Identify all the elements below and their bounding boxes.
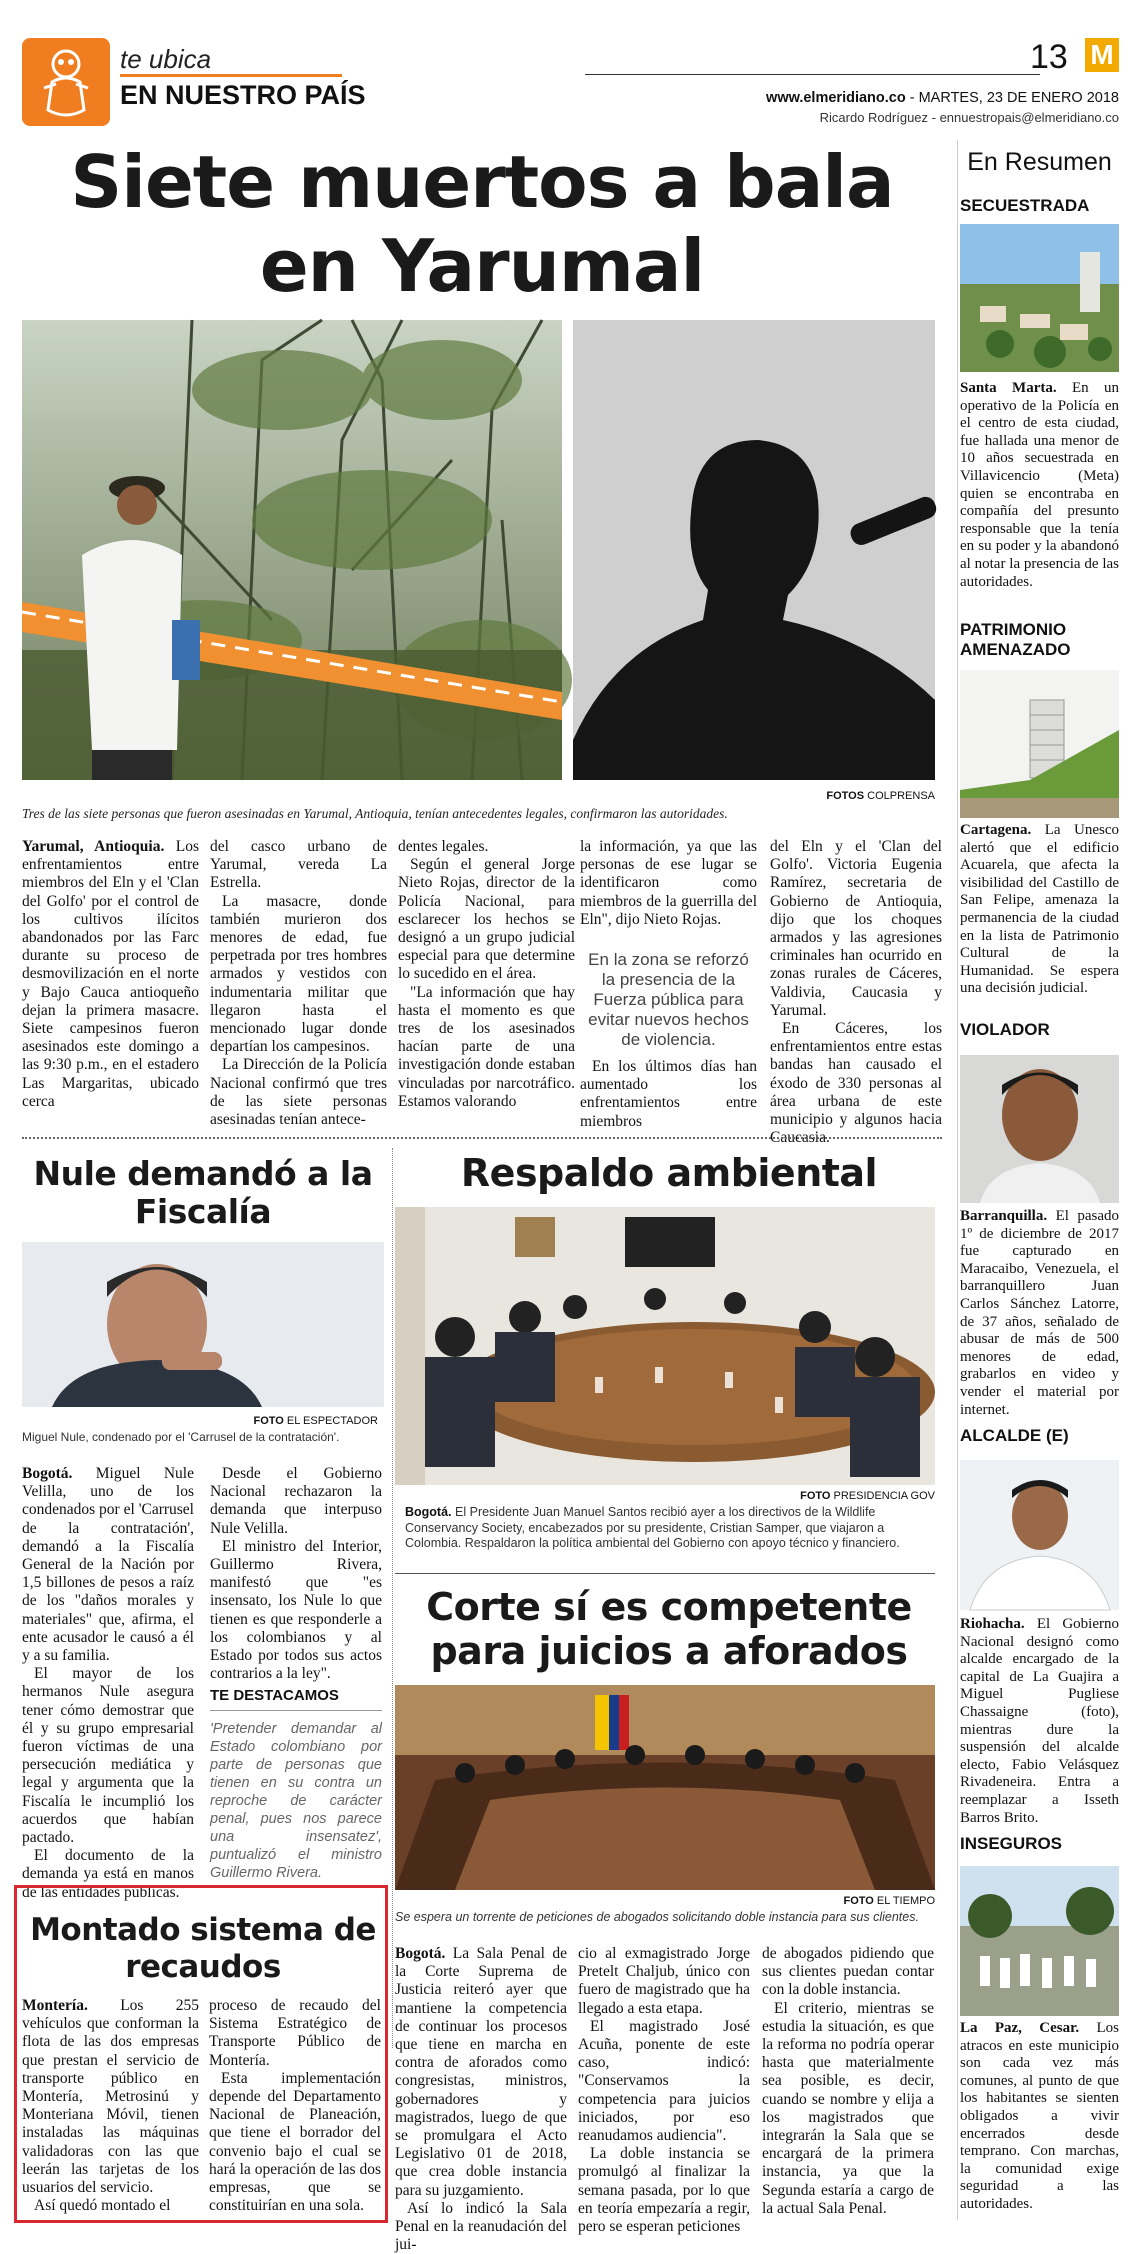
- sidebar-title: En Resumen: [967, 148, 1112, 176]
- section-divider: [22, 1137, 942, 1139]
- sidebar-item-place: Santa Marta.: [960, 380, 1057, 396]
- main-headline: Siete muertos a bala en Yarumal: [70, 140, 894, 308]
- story-paragraph: En Cáceres, los enfrentamientos entre estas bandas han causado el éxodo de 330 personas al área urbana de este municipio y algunos hacia Caucasia.: [770, 1020, 942, 1147]
- sidebar-item-text: [960, 2020, 1119, 2214]
- story-text: Los enfrentamientos entre miembros del Eln y el 'Clan del Golfo' por el control de los cultivos ilícitos abandonados por las Farc durante su proceso de desmovilización en el norte y Bajo Cauca antioqueño dejan la primera masacre. Siete campesinos fueron asesinados este domingo a las 9:30 p.m., en el estadero Las Margaritas, ubicado cerca: [22, 838, 200, 1110]
- sidebar-item-kicker: ALCALDE (E): [960, 1426, 1069, 1445]
- credit-label: FOTO: [800, 1490, 831, 1502]
- story-paragraph: El mayor de los hermanos Nule asegura tener cómo demostrar que él y su grupo empresarial fueron víctimas de una persecución mediática y legal y argumenta que la Fiscalía le incumplió los acuerdos que habían pactado.: [22, 1665, 194, 1847]
- story-paragraph: El magistrado José Acuña, ponente de este caso, indicó: "Conservamos la competencia para juicios iniciados, por eso reanudamos audiencia".: [578, 2017, 750, 2145]
- corte-caption: Se espera un torrente de peticiones de abogados solicitando doble instancia para sus clientes.: [395, 1910, 919, 1924]
- story-paragraph: Así quedó montado el: [34, 2197, 171, 2215]
- story-paragraph: Así lo indicó la Sala Penal en la reanudación del jui-: [395, 2199, 567, 2254]
- site-url: www.elmeridiano.co: [766, 90, 906, 106]
- header-rule: [585, 74, 1040, 75]
- highlight-rule: [210, 1710, 382, 1711]
- story-paragraph: El criterio, mientras se estudia la situación, es que la reforma no podría operar hasta que materialmente sea posible, es decir, cuando se nombre y elija a los magistrados que integrarán la Sala que se encargará de la primera instancia, ya que la Segunda estaría a cargo de la actual Sala Penal.: [762, 1999, 934, 2217]
- page-number: 13: [1030, 38, 1068, 76]
- corte-photo-credit: [844, 1895, 936, 1907]
- story-paragraph: Desde el Gobierno Nacional rechazaron la demanda que interpuso Nule Velilla.: [210, 1465, 382, 1537]
- credit-label: FOTOS: [826, 790, 865, 802]
- section-rule: [120, 74, 342, 77]
- story-paragraph: proceso de recaudo del Sistema Estratégico de Transporte Público de Montería.: [209, 1997, 381, 2069]
- respaldo-headline: Respaldo ambiental: [460, 1151, 878, 1195]
- section-divider: [395, 1573, 935, 1574]
- sidebar-item-place: Riohacha.: [960, 1616, 1025, 1632]
- section-kicker: te ubica: [120, 44, 212, 74]
- credit-source: EL TIEMPO: [876, 1895, 935, 1907]
- main-story-column-4: [580, 838, 757, 929]
- column-divider: [392, 1148, 393, 2048]
- sidebar-item-text: [960, 380, 1119, 591]
- cartagena-photo: [960, 670, 1119, 818]
- brand-logo: M: [1085, 38, 1119, 72]
- santa-marta-photo: [960, 224, 1119, 372]
- main-story-column-2: [210, 838, 387, 1129]
- recaudo-story-column-2: [209, 1997, 381, 2215]
- nule-photo-caption: Miguel Nule, condenado por el 'Carrusel de la contratación'.: [22, 1430, 340, 1444]
- respaldo-caption: [405, 1505, 935, 1552]
- story-text: La Sala Penal de la Corte Suprema de Justicia reiteró ayer que mantiene la competencia de continuar los procesos que tiene en marcha en contra de aforados como congresistas, ministros, gobernadores y magistrados, luego de que se promulgara el Acto Legislativo 01 de 2018, que crea doble instancia para su juzgamiento.: [395, 1945, 568, 2199]
- person-pin-icon: [22, 38, 110, 126]
- story-paragraph: La doble instancia se promulgó al finalizar la semana pasada, por lo que en teoría empezaría a regir, pero se esperan peticiones: [578, 2145, 750, 2236]
- story-dateline: Montería.: [22, 1997, 88, 2014]
- story-dateline: Yarumal, Antioquia.: [22, 838, 165, 855]
- miguel-nule-photo: [22, 1242, 384, 1407]
- witness-silhouette-photo: [573, 320, 935, 780]
- sidebar-item-body: En un operativo de la Policía en el centro de esta ciudad, fue hallada una menor de 10 años secuestrada en Villavicencio (Meta) quien se encontraba en compañía del presunto responsable que la tenía en su poder y la abandonó al notar la presencia de las autoridades.: [960, 380, 1119, 590]
- story-paragraph: del casco urbano de Yarumal, vereda La Estrella.: [210, 838, 387, 892]
- nule-story-column-1: [22, 1465, 194, 1902]
- main-story-column-1: [22, 838, 199, 1111]
- main-story-column-4-continued: [580, 1058, 757, 1131]
- nule-photo-credit: [254, 1415, 379, 1427]
- sidebar-item-place: La Paz, Cesar.: [960, 2020, 1080, 2036]
- highlight-quote: 'Pretender demandar al Estado colombiano por parte de personas que tienen en su contra un reproche de carácter penal, pues nos parece una insensatez', puntualizó el ministro Guillermo Rivera.: [210, 1721, 382, 1881]
- sidebar-item-body: El Gobierno Nacional designó como alcalde encargado de la capital de La Guajira a Miguel Pugliese Chassaigne (foto), mientras dure la suspensión del alcalde electo, Fabio Velásquez Rivadeneira. Entra a reemplazar a Isseth Barros Brito.: [960, 1616, 1120, 1826]
- sidebar-item-body: El pasado 1º de diciembre de 2017 fue capturado en Maracaibo, Venezuela, el barranquillero Juan Carlos Sánchez Latorre, de 37 años, señalado de abusar de más de 500 menores de edad, grabarlos en video y vender el material por internet.: [960, 1208, 1119, 1418]
- story-paragraph: Esta implementación depende del Departamento Nacional de Planeación, que tiene el borrador del convenio bajo el cual se hará la operación de las dos empresas, que se constituirían en una sola.: [209, 2069, 381, 2215]
- barranquilla-photo: [960, 1055, 1119, 1203]
- story-text: Los 255 vehículos que conforman la flota de las dos empresas que prestan el servicio de transporte público en Montería, Metrosinú y Monteriana Móvil, tienen instaladas las máquinas validadoras con las que leerán las tarjetas de los usuarios del servicio.: [22, 1997, 200, 2197]
- story-paragraph: El documento de la demanda ya está en manos de las entidades públicas.: [22, 1847, 194, 1901]
- sidebar-item-text: [960, 1208, 1119, 1419]
- crime-scene-photo: [22, 320, 562, 780]
- editor-byline: Ricardo Rodríguez - ennuestropais@elmeridiano.co: [819, 110, 1119, 125]
- story-paragraph: la información, ya que las personas de ese lugar se identificaron como miembros de la guerrilla del Eln", dijo Nieto Rojas.: [580, 838, 757, 928]
- recaudo-headline: Montado sistema de recaudos: [30, 1912, 376, 1985]
- recaudo-story-column-1: [22, 1997, 199, 2215]
- presidential-meeting-photo: [395, 1207, 935, 1485]
- credit-label: FOTO: [253, 1415, 284, 1427]
- credit-source: COLPRENSA: [867, 790, 935, 802]
- credit-label: FOTO: [843, 1895, 874, 1907]
- corte-story-column-2: [578, 1945, 750, 2236]
- supreme-court-photo: [395, 1685, 935, 1890]
- story-dateline: Bogotá.: [22, 1465, 73, 1482]
- respaldo-photo-credit: [800, 1490, 935, 1502]
- sidebar-item-body: Los atracos en este municipio son cada vez más comunes, al punto de que los habitantes se sienten obligados a vivir encerrados desde temprano. Con marchas, la comunidad exige seguridad a las autoridades.: [960, 2020, 1120, 2212]
- sidebar-item-place: Barranquilla.: [960, 1208, 1048, 1224]
- corte-story-column-1: [395, 1945, 567, 2254]
- main-story-column-5: [770, 838, 942, 1147]
- main-story-column-3: [398, 838, 575, 1111]
- story-dateline: Bogotá.: [405, 1505, 452, 1519]
- sidebar-item-text: [960, 822, 1119, 998]
- credit-source: PRESIDENCIA GOV: [833, 1490, 935, 1502]
- corte-story-column-3: [762, 1945, 934, 2218]
- issue-dateline: [766, 90, 1119, 106]
- main-pullquote: En la zona se reforzó la presencia de la Fuerza pública para evitar nuevos hechos de violencia.: [588, 950, 749, 1049]
- story-paragraph: Según el general Jorge Nieto Rojas, director de la Policía Nacional, para esclarecer los hechos se designó a un grupo judicial especial para que determine lo sucedido en el área.: [398, 856, 575, 983]
- story-paragraph: de abogados pidiendo que sus clientes puedan contar con la doble instancia.: [762, 1945, 934, 1999]
- sidebar-item-kicker: PATRIMONIO AMENAZADO: [960, 620, 1071, 659]
- credit-source: EL ESPECTADOR: [286, 1415, 378, 1427]
- story-paragraph: La Dirección de la Policía Nacional confirmó que tres de las siete personas asesinadas tenían antece-: [210, 1056, 387, 1129]
- nule-story-column-2: [210, 1465, 382, 1683]
- la-paz-photo: [960, 1866, 1119, 2016]
- riohacha-photo: [960, 1460, 1119, 1610]
- story-paragraph: dentes legales.: [398, 838, 489, 855]
- section-name: EN NUESTRO PAÍS: [120, 80, 366, 110]
- story-paragraph: El ministro del Interior, Guillermo Rivera, manifestó que "es insensato, los Nule lo que tienen es que responderle a los colombianos y al Estado por todos sus actos contrarios a la ley".: [210, 1537, 382, 1683]
- sidebar-item-kicker: SECUESTRADA: [960, 196, 1090, 215]
- main-photo-credit: [826, 790, 935, 802]
- sidebar-item-kicker: INSEGUROS: [960, 1834, 1063, 1853]
- story-paragraph: del Eln y el 'Clan del Golfo'. Victoria Eugenia Ramírez, secretaria de Gobierno de Antioquia, dijo que los choques armados y las agresiones criminales han ocurrido en zonas rurales de Cáceres, Valdivia, Caucasia y Yarumal.: [770, 838, 942, 1019]
- story-text: Miguel Nule Velilla, uno de los condenados por el 'Carrusel de la contratación', demandó a la Fiscalía General de la Nación por 1,5 billones de pesos a raíz de los "daños morales y materiales" que, afirma, el ente acusador le causó a él y a su familia.: [22, 1465, 194, 1665]
- section-logo: [22, 38, 110, 126]
- nule-headline: Nule demandó a la Fiscalía: [33, 1154, 373, 1231]
- issue-date: - MARTES, 23 DE ENERO 2018: [905, 90, 1119, 106]
- sidebar-item-kicker: VIOLADOR: [960, 1020, 1050, 1039]
- story-paragraph: En los últimos días han aumentado los enfrentamientos entre miembros: [580, 1058, 757, 1130]
- story-paragraph: La masacre, donde también murieron dos menores de edad, fue perpetrada por tres hombres armados y vestidos con indumentaria militar que llegaron hasta el mencionado lugar donde departían los campesinos.: [210, 892, 387, 1056]
- story-paragraph: cio al exmagistrado Jorge Pretelt Chaljub, único con fuero de magistrado que ha llegado a esta etapa.: [578, 1945, 750, 2017]
- caption-text: El Presidente Juan Manuel Santos recibió ayer a los directivos de la Wildlife Conservancy Society, encabezados por su presidente, Cristian Samper, que viajaron a Colombia. Respaldaron la política ambiental del Gobierno con apoyo técnico y financiero.: [405, 1505, 900, 1550]
- story-paragraph: "La información que hay hasta el momento es que tres de los asesinados hacían parte de una investigación donde estaban vinculadas por narcotráfico. Estamos valorando: [398, 983, 575, 1110]
- sidebar-item-text: [960, 1616, 1119, 1827]
- corte-headline: Corte sí es competente para juicios a aforados: [426, 1585, 912, 1673]
- sidebar-item-place: Cartagena.: [960, 822, 1032, 838]
- story-dateline: Bogotá.: [395, 1945, 446, 1962]
- highlight-heading: TE DESTACAMOS: [210, 1687, 339, 1704]
- sidebar-item-body: La Unesco alertó que el edificio Acuarela, que afecta la visibilidad del Castillo de San Felipe, amenaza la permanencia de la ciudad en la lista de Patrimonio Cultural de la Humanidad. Se espera una decisión judicial.: [960, 822, 1119, 997]
- main-photo-caption: Tres de las siete personas que fueron asesinadas en Yarumal, Antioquia, tenían antecedentes legales, confirmaron las autoridades.: [22, 806, 728, 821]
